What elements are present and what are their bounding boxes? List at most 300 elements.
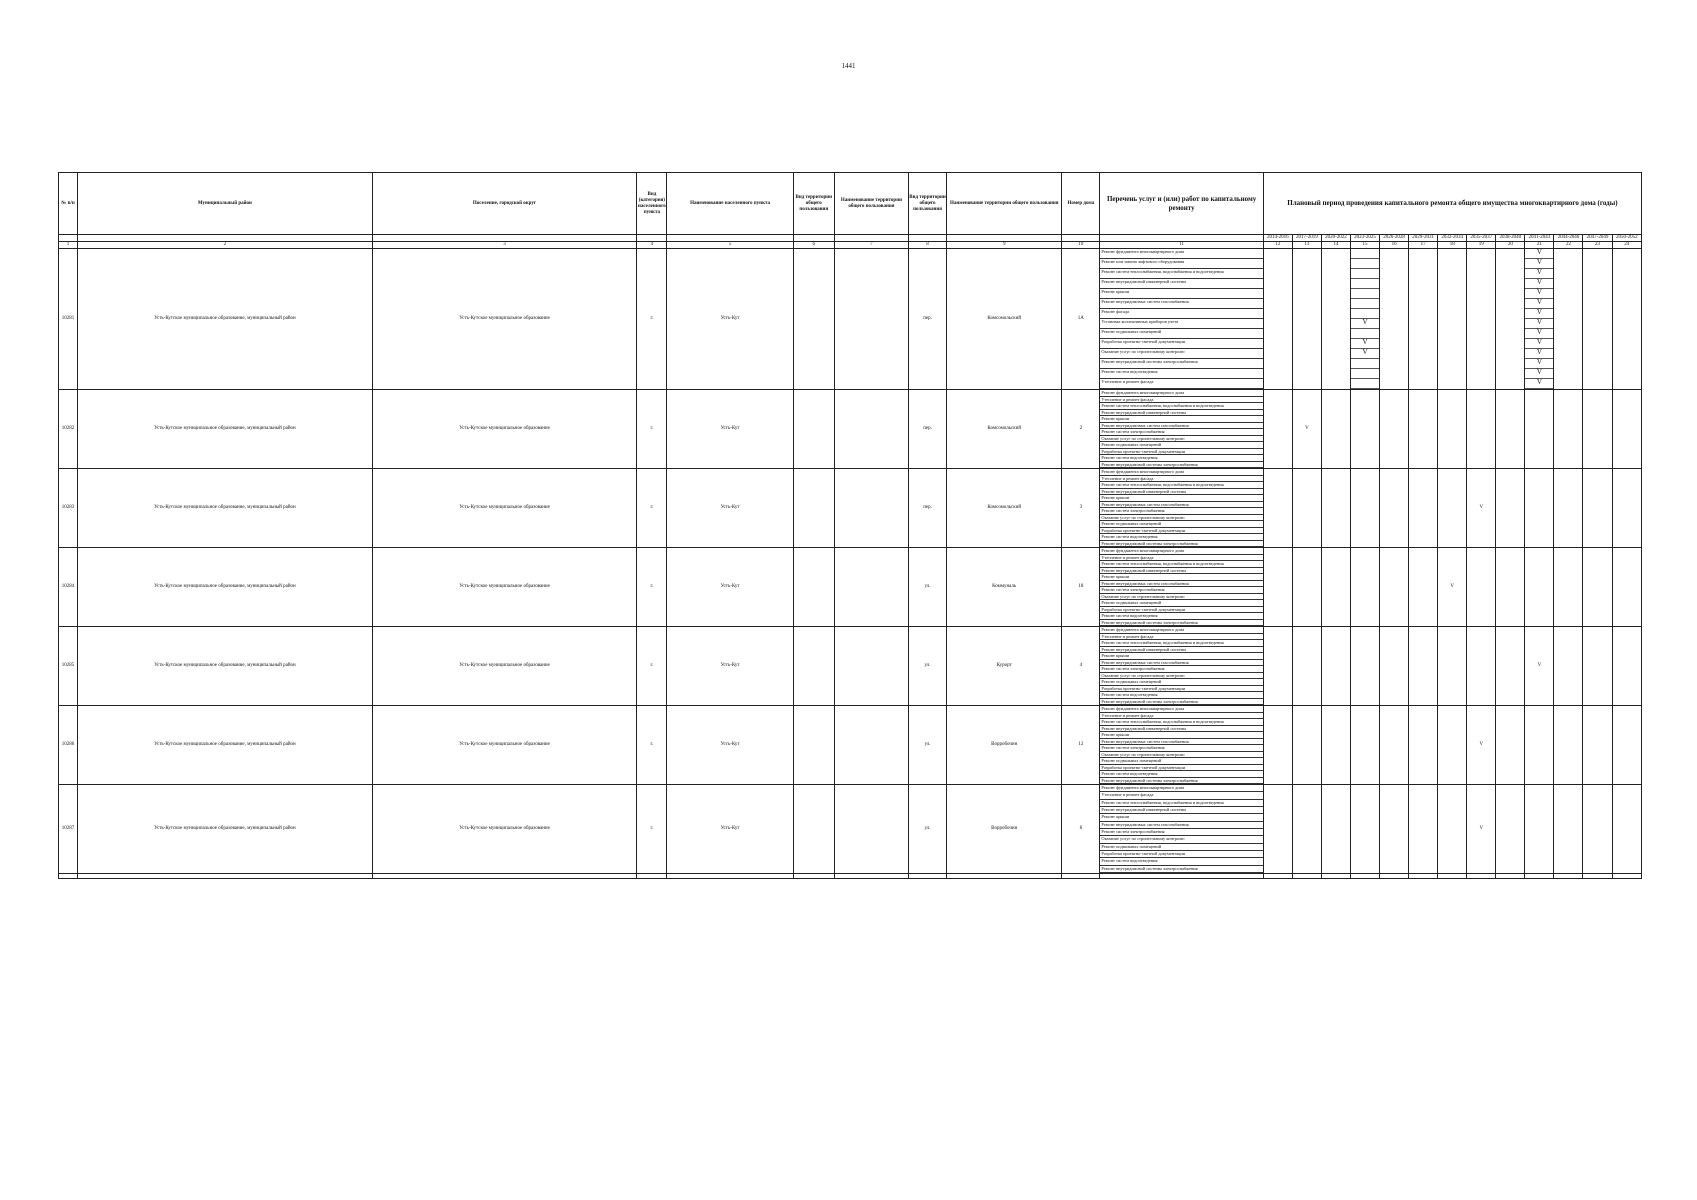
plan-cell-15 [1350,548,1379,627]
row-house: 3 [1062,469,1100,548]
work-item: Ремонт крыши [1100,653,1262,660]
plan-subcell [1351,279,1379,289]
plan-subcell: V [1525,369,1553,379]
continuation-cell [637,874,667,879]
continuation-cell [1583,874,1612,879]
row-house: 12 [1062,706,1100,785]
column-number: 23 [1583,242,1612,249]
plan-cell-12 [1263,785,1292,874]
plan-cell-18 [1438,706,1467,785]
plan-cell-12 [1263,627,1292,706]
continuation-cell [1409,874,1438,879]
header-plan: Плановый период проведения капитального ремонта общего имущества многоквартирного дома (годы) [1263,173,1641,235]
work-item: Утепление и ремонт фасада [1100,792,1262,799]
plan-cell-14 [1321,469,1350,548]
plan-cell-20 [1496,548,1525,627]
table-row [59,469,1642,548]
row-street-name-2: Комсомольский [947,469,1062,548]
plan-cell-13 [1292,548,1321,627]
continuation-cell [1380,874,1409,879]
plan-cell-16 [1380,390,1409,469]
period-spacer [667,235,793,242]
plan-subcell [1351,269,1379,279]
table-row [59,390,1642,469]
work-item: Ремонт внутридомовой инженерной системы [1100,279,1262,289]
plan-cell-24 [1612,249,1641,390]
period-header: 2041-2043 [1525,235,1554,242]
work-item: Ремонт систем теплоснабжения, водоснабжения и водоотведения [1100,561,1262,568]
work-item: Ремонт внутридомовой системы электроснабжения [1100,620,1262,627]
plan-cell-22 [1554,706,1583,785]
work-item: Ремонт крыши [1100,495,1262,502]
work-item: Ремонт систем теплоснабжения, водоснабжения и водоотведения [1100,640,1262,647]
continuation-cell [1350,874,1379,879]
row-street-name-2: Курорт [947,627,1062,706]
plan-cell-15 [1350,785,1379,874]
continuation-cell [1612,874,1641,879]
plan-cell-16 [1380,548,1409,627]
plan-subcell [1351,289,1379,299]
work-item: Ремонт фундамента многоквартирного дома [1100,785,1262,792]
row-street-name-2: Ворробочин [947,706,1062,785]
header-works: Перечень услуг и (или) работ по капитальному ремонту [1100,173,1263,235]
plan-cell-24 [1612,469,1641,548]
period-spacer [834,235,908,242]
plan-cell-15 [1350,249,1379,390]
column-number: 15 [1350,242,1379,249]
work-item: Ремонт внутридомовой системы электроснабжения [1100,699,1262,706]
plan-cell-20 [1496,627,1525,706]
work-item: Ремонт подвальных помещений [1100,329,1262,339]
plan-cell-22 [1554,249,1583,390]
plan-cell-23 [1583,469,1612,548]
row-locality-name: Усть-Кут [667,469,793,548]
continuation-cell [372,874,637,879]
continuation-cell [834,874,908,879]
work-item: Ремонт подвальных помещений [1100,844,1262,851]
plan-cell-14 [1321,627,1350,706]
plan-cell-24 [1612,548,1641,627]
continuation-cell [1554,874,1583,879]
column-number: 13 [1292,242,1321,249]
work-item: Ремонт систем водоотведения [1100,369,1262,379]
header-settlement: Поселение, городской округ [372,173,637,235]
plan-subcell: V [1525,249,1553,259]
plan-subcell: V [1525,259,1553,269]
plan-cell-21 [1525,785,1554,874]
plan-cell-12 [1263,249,1292,390]
table-row [59,548,1642,627]
work-item: Ремонт подвальных помещений [1100,521,1262,528]
row-locality-type: г. [637,548,667,627]
work-item: Установка коллективных приборов учета [1100,319,1262,329]
row-settlement: Усть-Кутское муниципальное образование [372,249,637,390]
plan-subcell: V [1525,349,1553,359]
work-item: Оказание услуг по строительному контролю [1100,594,1262,601]
column-number: 14 [1321,242,1350,249]
column-number: 7 [834,242,908,249]
work-item: Ремонт подвальных помещений [1100,758,1262,765]
continuation-cell [1292,874,1321,879]
row-street-name-2: Коммуналь [947,548,1062,627]
period-header: 2029-2031 [1409,235,1438,242]
plan-cell-24 [1612,627,1641,706]
plan-cell-17 [1409,548,1438,627]
column-number: 8 [908,242,946,249]
plan-cell-20 [1496,249,1525,390]
work-item: Ремонт внутридомовых систем газоснабжения [1100,822,1262,829]
row-house: 1А [1062,249,1100,390]
row-district: Усть-Кутское муниципальное образование, муниципальный район [78,469,373,548]
table-row [59,785,1642,874]
row-district: Усть-Кутское муниципальное образование, муниципальный район [78,785,373,874]
row-district: Усть-Кутское муниципальное образование, муниципальный район [78,249,373,390]
row-locality-type: г. [637,706,667,785]
continuation-cell [1062,874,1100,879]
plan-subcell: V [1525,299,1553,309]
plan-cell-13 [1292,706,1321,785]
plan-subcell: V [1351,349,1379,359]
plan-cell-15 [1350,627,1379,706]
period-header: 2020-2022 [1321,235,1350,242]
continuation-cell [908,874,946,879]
plan-subcell: V [1525,279,1553,289]
work-item: Ремонт систем водоотведения [1100,613,1262,620]
plan-cell-17 [1409,785,1438,874]
page-number: 1441 [841,62,856,70]
period-spacer [637,235,667,242]
plan-cell-15 [1350,390,1379,469]
row-locality-type: г. [637,785,667,874]
work-item: Разработка проектно-сметной документации [1100,765,1262,772]
work-item: Ремонт фундамента многоквартирного дома [1100,390,1262,397]
row-works [1100,469,1263,548]
row-number: 10286 [59,706,78,785]
plan-cell-18 [1438,627,1467,706]
period-spacer [947,235,1062,242]
row-street-type-2: ул. [908,706,946,785]
plan-cell-14 [1321,706,1350,785]
plan-cell-21 [1525,390,1554,469]
work-item: Ремонт систем теплоснабжения, водоснабжения и водоотведения [1100,269,1262,279]
plan-subcell: V [1525,309,1553,319]
plan-cell-12 [1263,390,1292,469]
continuation-cell [59,874,78,879]
row-settlement: Усть-Кутское муниципальное образование [372,627,637,706]
row-street-type-2: ул. [908,627,946,706]
plan-cell-21 [1525,249,1554,390]
row-district: Усть-Кутское муниципальное образование, муниципальный район [78,706,373,785]
work-item: Ремонт внутридомовой инженерной системы [1100,568,1262,575]
plan-cell-12 [1263,469,1292,548]
plan-cell-12 [1263,706,1292,785]
plan-cell-19 [1467,627,1496,706]
plan-cell-23 [1583,627,1612,706]
work-item: Оказание услуг по строительному контролю [1100,436,1262,443]
row-street-name-1 [834,548,908,627]
plan-cell-16 [1380,469,1409,548]
work-item: Ремонт фундамента многоквартирного дома [1100,548,1262,555]
row-locality-name: Усть-Кут [667,627,793,706]
work-item: Ремонт систем водоотведения [1100,771,1262,778]
plan-cell-13: V [1292,390,1321,469]
plan-subcell: V [1525,269,1553,279]
column-number: 22 [1554,242,1583,249]
row-locality-name: Усть-Кут [667,249,793,390]
row-locality-name: Усть-Кут [667,548,793,627]
plan-cell-15 [1350,469,1379,548]
row-number: 10282 [59,390,78,469]
plan-cell-14 [1321,390,1350,469]
row-number: 10285 [59,627,78,706]
header-no: № п/п [59,173,78,235]
row-number: 10281 [59,249,78,390]
row-street-type-1 [793,249,834,390]
header-street-name-2: Наименование территории общего пользования [947,173,1062,235]
work-item: Оказание услуг по строительному контролю [1100,836,1262,843]
header-street-type-2: Вид территории общего пользования [908,173,946,235]
row-locality-type: г. [637,627,667,706]
work-item: Утепление и ремонт фасада [1100,476,1262,483]
work-item: Ремонт внутридомовой системы электроснабжения [1100,462,1262,469]
work-item: Ремонт внутридомовой системы электроснабжения [1100,866,1262,873]
work-item: Утепление и ремонт фасада [1100,713,1262,720]
plan-subcell: V [1525,289,1553,299]
work-item: Ремонт внутридомовых систем газоснабжения [1100,581,1262,588]
row-street-name-2: Ворробочин [947,785,1062,874]
work-item: Разработка проектно-сметной документации [1100,339,1262,349]
plan-subcell: V [1525,339,1553,349]
plan-subcell [1351,259,1379,269]
column-number: 12 [1263,242,1292,249]
row-locality-name: Усть-Кут [667,785,793,874]
work-item: Ремонт внутридомовых систем газоснабжения [1100,423,1262,430]
row-settlement: Усть-Кутское муниципальное образование [372,785,637,874]
row-street-name-1 [834,469,908,548]
column-number: 11 [1100,242,1263,249]
work-item: Ремонт внутридомовой инженерной системы [1100,489,1262,496]
period-spacer [372,235,637,242]
work-item: Ремонт крыши [1100,574,1262,581]
continuation-cell [667,874,793,879]
row-street-name-1 [834,249,908,390]
continuation-cell [1321,874,1350,879]
column-number: 9 [947,242,1062,249]
column-number: 20 [1496,242,1525,249]
row-district: Усть-Кутское муниципальное образование, муниципальный район [78,627,373,706]
work-item: Ремонт систем электроснабжения [1100,429,1262,436]
plan-cell-14 [1321,785,1350,874]
row-street-type-1 [793,785,834,874]
work-item: Ремонт систем электроснабжения [1100,508,1262,515]
plan-cell-20 [1496,390,1525,469]
plan-cell-16 [1380,249,1409,390]
plan-cell-20 [1496,785,1525,874]
period-header: 2017-2019 [1292,235,1321,242]
work-item: Разработка проектно-сметной документации [1100,851,1262,858]
plan-cell-22 [1554,469,1583,548]
work-item: Ремонт крыши [1100,289,1262,299]
plan-cell-13 [1292,469,1321,548]
work-item: Утепление и ремонт фасада [1100,555,1262,562]
work-item: Ремонт внутридомовой системы электроснабжения [1100,541,1262,548]
row-locality-name: Усть-Кут [667,706,793,785]
row-house: 18 [1062,548,1100,627]
work-item: Ремонт фундамента многоквартирного дома [1100,249,1262,259]
row-locality-type: г. [637,249,667,390]
work-item: Ремонт систем теплоснабжения, водоснабжения и водоотведения [1100,403,1262,410]
work-item: Ремонт крыши [1100,732,1262,739]
plan-subcell: V [1351,319,1379,329]
plan-cell-19: V [1467,706,1496,785]
plan-cell-16 [1380,706,1409,785]
continuation-cell [947,874,1062,879]
header-street-name-1: Наименование территории общего пользования [834,173,908,235]
work-item: Ремонт фундамента многоквартирного дома [1100,627,1262,634]
plan-cell-22 [1554,785,1583,874]
plan-cell-15 [1350,706,1379,785]
work-item: Оказание услуг по строительному контролю [1100,349,1262,359]
work-item: Ремонт внутридомовой системы электроснабжения [1100,359,1262,369]
row-street-type-2: ул. [908,785,946,874]
plan-cell-20 [1496,469,1525,548]
row-locality-type: г. [637,390,667,469]
row-number: 10283 [59,469,78,548]
plan-cell-20 [1496,706,1525,785]
plan-subcell [1351,249,1379,259]
plan-cell-17 [1409,627,1438,706]
row-works [1100,706,1263,785]
period-spacer [78,235,373,242]
plan-cell-14 [1321,548,1350,627]
column-number: 2 [78,242,373,249]
row-street-type-1 [793,627,834,706]
plan-subcell: V [1525,319,1553,329]
continuation-cell [1467,874,1496,879]
continuation-cell [1100,874,1263,879]
work-item: Ремонт крыши [1100,814,1262,821]
work-item: Ремонт систем теплоснабжения, водоснабжения и водоотведения [1100,800,1262,807]
period-spacer [59,235,78,242]
work-item: Утепление и ремонт фасада [1100,379,1262,389]
work-item: Ремонт внутридомовых систем газоснабжения [1100,299,1262,309]
continuation-cell [793,874,834,879]
plan-cell-19 [1467,548,1496,627]
work-item: Ремонт подвальных помещений [1100,442,1262,449]
plan-cell-23 [1583,706,1612,785]
plan-cell-21 [1525,706,1554,785]
plan-subcell: V [1351,339,1379,349]
row-settlement: Усть-Кутское муниципальное образование [372,469,637,548]
plan-subcell [1351,299,1379,309]
plan-cell-16 [1380,785,1409,874]
row-street-name-1 [834,390,908,469]
period-header: 2023-2025 [1350,235,1379,242]
column-number: 18 [1438,242,1467,249]
column-number: 17 [1409,242,1438,249]
column-number: 10 [1062,242,1100,249]
continuation-cell [1438,874,1467,879]
plan-cell-21: V [1525,627,1554,706]
plan-subcell [1351,369,1379,379]
column-number: 24 [1612,242,1641,249]
row-works [1100,249,1263,390]
work-item: Оказание услуг по строительному контролю [1100,515,1262,522]
work-item: Ремонт систем электроснабжения [1100,745,1262,752]
plan-subcell: V [1525,379,1553,389]
row-street-name-1 [834,706,908,785]
work-item: Ремонт систем водоотведения [1100,858,1262,865]
row-settlement: Усть-Кутское муниципальное образование [372,706,637,785]
work-item: Утепление и ремонт фасада [1100,634,1262,641]
header-street-type-1: Вид территории общего пользования [793,173,834,235]
continuation-cell [1525,874,1554,879]
work-item: Разработка проектно-сметной документации [1100,449,1262,456]
work-item: Ремонт систем электроснабжения [1100,587,1262,594]
continuation-cell [1496,874,1525,879]
row-street-type-1 [793,469,834,548]
column-number: 1 [59,242,78,249]
period-header: 2026-2028 [1380,235,1409,242]
row-district: Усть-Кутское муниципальное образование, муниципальный район [78,548,373,627]
table-row [59,249,1642,390]
work-item: Утепление и ремонт фасада [1100,397,1262,404]
row-locality-type: г. [637,469,667,548]
period-header: 2050-2052 [1612,235,1641,242]
plan-cell-16 [1380,627,1409,706]
work-item: Ремонт внутридомовых систем газоснабжения [1100,660,1262,667]
plan-cell-17 [1409,706,1438,785]
work-item: Разработка проектно-сметной документации [1100,686,1262,693]
plan-cell-14 [1321,249,1350,390]
plan-cell-12 [1263,548,1292,627]
row-locality-name: Усть-Кут [667,390,793,469]
work-item: Ремонт систем водоотведения [1100,692,1262,699]
plan-cell-18 [1438,469,1467,548]
plan-cell-19 [1467,390,1496,469]
row-house: 2 [1062,390,1100,469]
row-number: 10284 [59,548,78,627]
work-item: Ремонт внутридомовой системы электроснабжения [1100,778,1262,785]
column-number: 5 [667,242,793,249]
period-spacer [793,235,834,242]
table-row [59,627,1642,706]
plan-cell-18 [1438,785,1467,874]
work-item: Ремонт систем теплоснабжения, водоснабжения и водоотведения [1100,719,1262,726]
column-number: 3 [372,242,637,249]
plan-subcell [1351,359,1379,369]
plan-subcell: V [1525,329,1553,339]
work-item: Оказание услуг по строительному контролю [1100,673,1262,680]
plan-cell-22 [1554,548,1583,627]
period-header: 2014-2016 [1263,235,1292,242]
plan-cell-18 [1438,390,1467,469]
plan-cell-18: V [1438,548,1467,627]
row-street-type-2: пер. [908,390,946,469]
header-district: Муниципальный район [78,173,373,235]
row-street-type-2: ул. [908,548,946,627]
plan-cell-17 [1409,390,1438,469]
continuation-cell [1263,874,1292,879]
work-item: Ремонт внутридомовой инженерной системы [1100,410,1262,417]
column-number: 16 [1380,242,1409,249]
plan-cell-19: V [1467,469,1496,548]
period-header: 2044-2046 [1554,235,1583,242]
plan-cell-17 [1409,249,1438,390]
work-item: Ремонт внутридомовых систем газоснабжения [1100,739,1262,746]
plan-cell-23 [1583,785,1612,874]
work-item: Оказание услуг по строительному контролю [1100,752,1262,759]
